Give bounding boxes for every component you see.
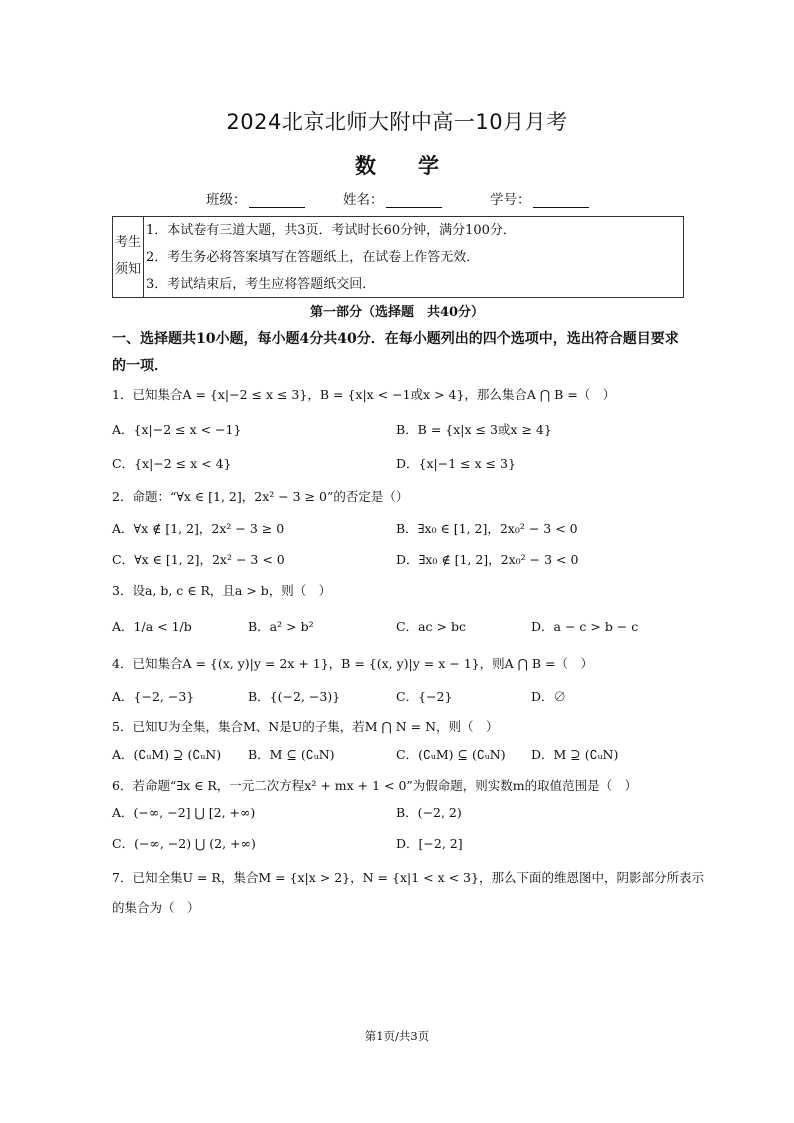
notice-item-3: 3．考试结束后，考生应将答题纸交回． bbox=[146, 277, 376, 292]
question-2-option-c: C．∀x ∈ [1, 2]，2x² − 3 < 0 bbox=[112, 552, 285, 567]
section-instructions: 一、选择题共10小题，每小题4分共40分．在每小题列出的四个选项中，选出符合题目要求的一项． bbox=[112, 331, 679, 374]
class-field bbox=[206, 188, 305, 208]
question-4-option-b: B．{(−2, −3)} bbox=[248, 689, 341, 704]
question-4-stem: 4．已知集合A = {(x, y)|y = 2x + 1}，B = {(x, y)|y = x − 1}，则A ⋂ B =（ ） bbox=[112, 656, 593, 671]
question-2-option-a: A．∀x ∉ [1, 2]，2x² − 3 ≥ 0 bbox=[112, 521, 285, 536]
question-3-stem: 3．设a, b, c ∈ R，且a > b，则（ ） bbox=[112, 583, 332, 598]
question-7-stem-line-2: 的集合为（ ） bbox=[112, 900, 200, 915]
question-7-stem-line-1: 7．已知全集U = R，集合M = {x|x > 2}，N = {x|1 < x < 3}，那么下面的维恩图中，阴影部分所表示 bbox=[112, 870, 704, 885]
question-2-option-b: B．∃x₀ ∈ [1, 2]，2x₀² − 3 < 0 bbox=[396, 521, 578, 536]
question-2-stem: 2．命题：“∀x ∈ [1, 2]，2x² − 3 ≥ 0”的否定是（） bbox=[112, 489, 409, 504]
subject-title: 数 学 bbox=[355, 154, 439, 178]
question-1-option-d: D．{x|−1 ≤ x ≤ 3} bbox=[396, 456, 516, 471]
id-blank bbox=[533, 194, 589, 208]
name-field bbox=[343, 188, 442, 208]
notice-item-1: 1．本试卷有三道大题，共3页．考试时长60分钟，满分100分． bbox=[146, 223, 516, 238]
question-2-option-d: D．∃x₀ ∉ [1, 2]，2x₀² − 3 < 0 bbox=[396, 552, 579, 567]
name-label: 姓名： bbox=[343, 192, 384, 208]
question-5-option-b: B．M ⊆ (∁ᵤN) bbox=[248, 747, 335, 762]
question-4-option-d: D．∅ bbox=[531, 689, 567, 704]
question-1-option-a: A．{x|−2 ≤ x < −1} bbox=[112, 422, 242, 437]
question-4-option-c: C．{−2} bbox=[396, 689, 453, 704]
question-4-option-a: A．{−2, −3} bbox=[112, 689, 195, 704]
part-title: 第一部分（选择题 共40分） bbox=[309, 305, 485, 320]
question-6-option-b: B．(−2, 2) bbox=[396, 805, 462, 820]
question-6-option-a: A．(−∞, −2] ⋃ [2, +∞) bbox=[112, 805, 256, 820]
notice-item-2: 2．考生务必将答案填写在答题纸上，在试卷上作答无效． bbox=[146, 250, 480, 265]
question-5-option-c: C．(∁ᵤM) ⊆ (∁ᵤN) bbox=[396, 747, 506, 762]
notice-heading-line-1: 考生 bbox=[114, 235, 141, 250]
question-6-option-c: C．(−∞, −2) ⋃ (2, +∞) bbox=[112, 836, 256, 851]
question-3-option-a: A．1/a < 1/b bbox=[112, 619, 192, 634]
exam-title: 2024北京北师大附中高一10月月考 bbox=[226, 110, 568, 134]
question-1-stem: 1．已知集合A = {x|−2 ≤ x ≤ 3}，B = {x|x < −1或x > 4}，那么集合A ⋂ B =（ ） bbox=[112, 387, 616, 402]
page-footer: 第1页/共3页 bbox=[364, 1029, 430, 1043]
question-6-option-d: D．[−2, 2] bbox=[396, 836, 463, 851]
question-6-stem: 6．若命题“∃x ∈ R，一元二次方程x² + mx + 1 < 0”为假命题，则实数m的取值范围是（ ） bbox=[112, 778, 638, 793]
id-field bbox=[490, 188, 589, 208]
question-1-option-b: B．B = {x|x ≤ 3或x ≥ 4} bbox=[396, 422, 552, 437]
name-blank bbox=[386, 194, 442, 208]
notice-heading bbox=[113, 217, 144, 297]
question-5-option-a: A．(∁ᵤM) ⊇ (∁ᵤN) bbox=[112, 747, 222, 762]
candidate-notice-box bbox=[112, 216, 684, 298]
question-5-stem: 5．已知U为全集，集合M、N是U的子集，若M ⋂ N = N，则（ ） bbox=[112, 719, 499, 734]
question-1-option-c: C．{x|−2 ≤ x < 4} bbox=[112, 456, 232, 471]
question-5-option-d: D．M ⊇ (∁ᵤN) bbox=[531, 747, 619, 762]
question-3-option-b: B．a² > b² bbox=[248, 619, 314, 634]
notice-heading-line-2: 须知 bbox=[114, 262, 141, 277]
question-3-option-c: C．ac > bc bbox=[396, 619, 466, 634]
id-label: 学号： bbox=[490, 192, 531, 208]
class-label: 班级： bbox=[206, 192, 247, 208]
class-blank bbox=[249, 194, 305, 208]
question-3-option-d: D．a − c > b − c bbox=[531, 619, 639, 634]
